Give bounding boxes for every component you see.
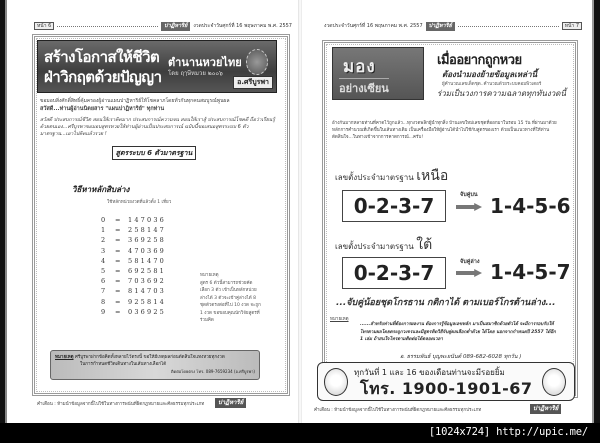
scan-edge-right-shadow <box>592 0 594 423</box>
intro-line1: ขอมอบสิ่งศักดิ์สิทธิ์คุ้มครองผู้อ่านแผนปาฏิหาริย์ให้โชคลาภโดยทั่วกันทุกคนสมบูรณ์พูนผล <box>40 98 230 104</box>
hotline-line1: ทุกวันที่ 1 และ 16 ของเดือนท่านจะมีรอยยิ้ม <box>354 368 505 377</box>
left-page <box>7 0 298 423</box>
banner-sub-text: อย่างเซียน <box>339 78 389 97</box>
note-text: ......สำหรับท่านที่ต้องการผลงาน ต้องการรู้ข้อมูลเลขหลัก มาเป็นสมาชิกด้วยตัวได้ จะมีการรอบรับให้โทรตามผลโดยตรงถูกวงจรและมีสูตรคิดวิธีจับคู่ผลเลือกต่ำด้วย ได้โดย นอกจากกำหนดปี 2557 ได้อีก 1 เล่ม ถ้าสนใจโทรตามติดต่อได้ตลอดเวลา <box>360 322 556 342</box>
table-row: 6 = 703692 <box>101 277 167 286</box>
left-page-header <box>34 20 292 32</box>
north-label: เลขตั้งประจำมาตรฐาน เหนือ <box>335 168 449 184</box>
headline: เมื่ออยากถูกหวย <box>437 53 522 68</box>
south-numbers-box: 0-2-3-7 <box>342 257 446 289</box>
emblem-icon <box>246 49 268 75</box>
image-host-bar <box>0 423 600 443</box>
intro-line2: สวัสดี...ท่านผู้อ่านนิตยสาร "แผนปาฏิหาริย์" ทุกท่าน <box>40 106 165 112</box>
south-result: 1-4-5-7 <box>490 260 571 284</box>
south-region: ใต้ <box>416 237 433 253</box>
author-name: อ.ศรีบูรพา <box>233 76 273 89</box>
page-number: หน้า 6 <box>34 22 54 30</box>
cartoon-face-icon <box>324 368 348 396</box>
table-row: 8 = 925814 <box>101 297 167 306</box>
footer-logo: ปาฏิหาริย์ <box>215 398 246 408</box>
banner-title-line1: สร้างโอกาสให้ชีวิต <box>44 48 160 66</box>
note-label: หมายเหตุ <box>55 355 74 360</box>
south-arrow-label: จับคู่ล่าง <box>460 259 480 265</box>
watermark: [1024x724] http://upic.me/ <box>428 426 588 438</box>
signature: อ. ธรรมพันธ์ บุญพะยนันต์ 089-682-6028 ทุกวัน ) <box>400 354 522 360</box>
scan-edge-right <box>594 0 600 423</box>
note-box <box>50 350 260 380</box>
note-label: หมายเหตุ <box>330 317 349 322</box>
column-banner <box>332 47 424 100</box>
header-divider <box>458 25 559 27</box>
hotline-phone: โทร. 1900-1901-67 <box>360 379 533 398</box>
banner-big-text: มอง <box>343 57 376 77</box>
intro-body: อ้างกันมากหลายท่านที่คาดไว้ถูกแล้ว...ทุกงวดพลิกผู้นำทุกสิ่ง บ้านเลขใหม่เลขชุดที่ออกมาในรอบ 15 วัน ที่ผ่านมาด้วยหลักการคำนวณที่เกิดขึ้นในเส้นทางเดิม เป็นเครื่องมือให้ผู้อ่านได้นำไปใช้กับสูตรของเรา ด้วยเป็นแนวทางที่ให้ท่านตัดสินใจ...ในทางเข้าจากการคาดการณ์...ครับ! <box>332 121 557 140</box>
subhead-1: ต้องนำมองย้ายข้อมูลเหล่านี้ <box>442 70 538 79</box>
banner-title-line2: ฝ่าวิกฤตด้วยปัญญา <box>44 68 162 86</box>
tagline: ...จับคู่น้อยชุดโกรธาน กติกาได้ ตามเบอร์โกรต้านล่าง... <box>336 298 556 308</box>
table-row: 1 = 258147 <box>101 226 167 235</box>
table-row: 2 = 369258 <box>101 236 167 245</box>
note-contact: ติดต่อโดยตรง โทร. 089-7659234 (อ.ศรีบูรพา) <box>171 369 255 374</box>
south-label: เลขตั้งประจำมาตรฐาน ใต้ <box>335 237 433 253</box>
right-page <box>302 0 592 423</box>
north-numbers-box: 0-2-3-7 <box>342 190 446 222</box>
formula-table <box>101 215 166 317</box>
aside-note <box>200 272 262 325</box>
header-divider <box>57 25 158 27</box>
column-subtitle: โดย ฤๅษีหมวย ๒๐๐๖ <box>168 70 223 77</box>
intro-body: สวัสดี ประสบการณ์ชีวิต สอนให้เราคิดมาก ประสบการณ์ความจน สอนให้เราสู้ ประสบการณ์โชคดี ถือว่าเรียนรู้ด้วยตนเอง...ศรีบูรพาขอมอบสูตรหวยให้ท่านผู้อ่านเป็นประสบการณ์ ฉบับนี้ขอเสนอสูตรระบบ 6 ตัว มาตรฐาน...เอาไปคิดแล้วรวย ! <box>40 117 275 137</box>
column-title: ตำนานหวยไทย <box>168 56 242 69</box>
section-heading: วิธีหาหลักสิบล่าง <box>72 185 130 194</box>
table-row: 0 = 147036 <box>101 216 167 224</box>
cartoon-face-icon <box>542 368 566 396</box>
aside-title: หมายเหตุ <box>200 273 219 278</box>
magazine-logo: ปาฏิหาริย์ <box>426 22 455 31</box>
subhead-2: ผู้คำนวณเลขเด็ดชุด..คำนวณด้วยระบบคอมพิวเตอร์ <box>442 82 542 87</box>
warning-footer: คำเตือน : ห้ามนำข้อมูลจากนี้ไปใช้ในทางการพนันที่ผิดกฎหมายและศีลธรรมทุกประเภท <box>37 402 205 407</box>
north-result: 1-4-5-6 <box>490 194 571 218</box>
formula-box-title: สูตรระบบ 6 ตัวมาตรฐาน <box>112 146 196 160</box>
north-region: เหนือ <box>416 168 449 184</box>
table-row: 7 = 814703 <box>101 287 167 296</box>
warning-footer: คำเตือน : ห้ามนำข้อมูลจากนี้ไปใช้ในทางการพนันที่ผิดกฎหมายและศีลธรรมทุกประเภท <box>314 408 482 413</box>
table-row: 3 = 470369 <box>101 246 167 255</box>
column-banner <box>37 40 277 93</box>
table-row: 9 = 036925 <box>101 307 167 316</box>
magazine-logo: ปาฏิหาริย์ <box>161 22 190 31</box>
hotline-box <box>317 362 575 401</box>
page-number: หน้า 7 <box>562 22 582 30</box>
footer-logo: ปาฏิหาริย์ <box>530 404 561 414</box>
issue-date: งวดประจำวันศุกร์ที่ 16 พฤษภาคม พ.ศ. 2557 <box>193 23 292 29</box>
note-line2: ในการกำหนดชีวิตเดินทางในเส้นทางเลือกได้ <box>80 362 167 367</box>
right-page-header <box>324 20 582 32</box>
subhead-3: ร่วมเป็นวงการความฉลาดทุกทันงวดนี้ <box>437 89 566 98</box>
table-row: 5 = 692581 <box>101 266 167 275</box>
aside-text: สูตร 6 ตัวนี้สามารถช่วยคัดเลือก 3 ตัว เข้าเป็นหลักหน่วยล่างได้ 3 ตัวจะเข้าคู่ล่างได้ 8 ชุดตัวตรงต่อที่ไป 10 งวด จะถูก 1 งวด ขอขอบคุณนักวิจัยสูตรที่ร่วมคิด <box>200 280 261 323</box>
note-line1: ศรีบูรพาฝากข้อคิดทั้งหลายไว้ตรงนี้ ขอให้มีเหตุผลก่อนตัดสินใจแทงหวยทุกงวด <box>74 355 225 360</box>
north-arrow-label: จับคู่บน <box>460 192 478 198</box>
table-row: 4 = 581470 <box>101 256 167 265</box>
issue-date: งวดประจำวันศุกร์ที่ 16 พฤษภาคม พ.ศ. 2557 <box>324 23 423 29</box>
section-note: ใช้หลักหน่วยงวดที่แล้วตั้ง 1 เที่ยว <box>107 200 172 205</box>
